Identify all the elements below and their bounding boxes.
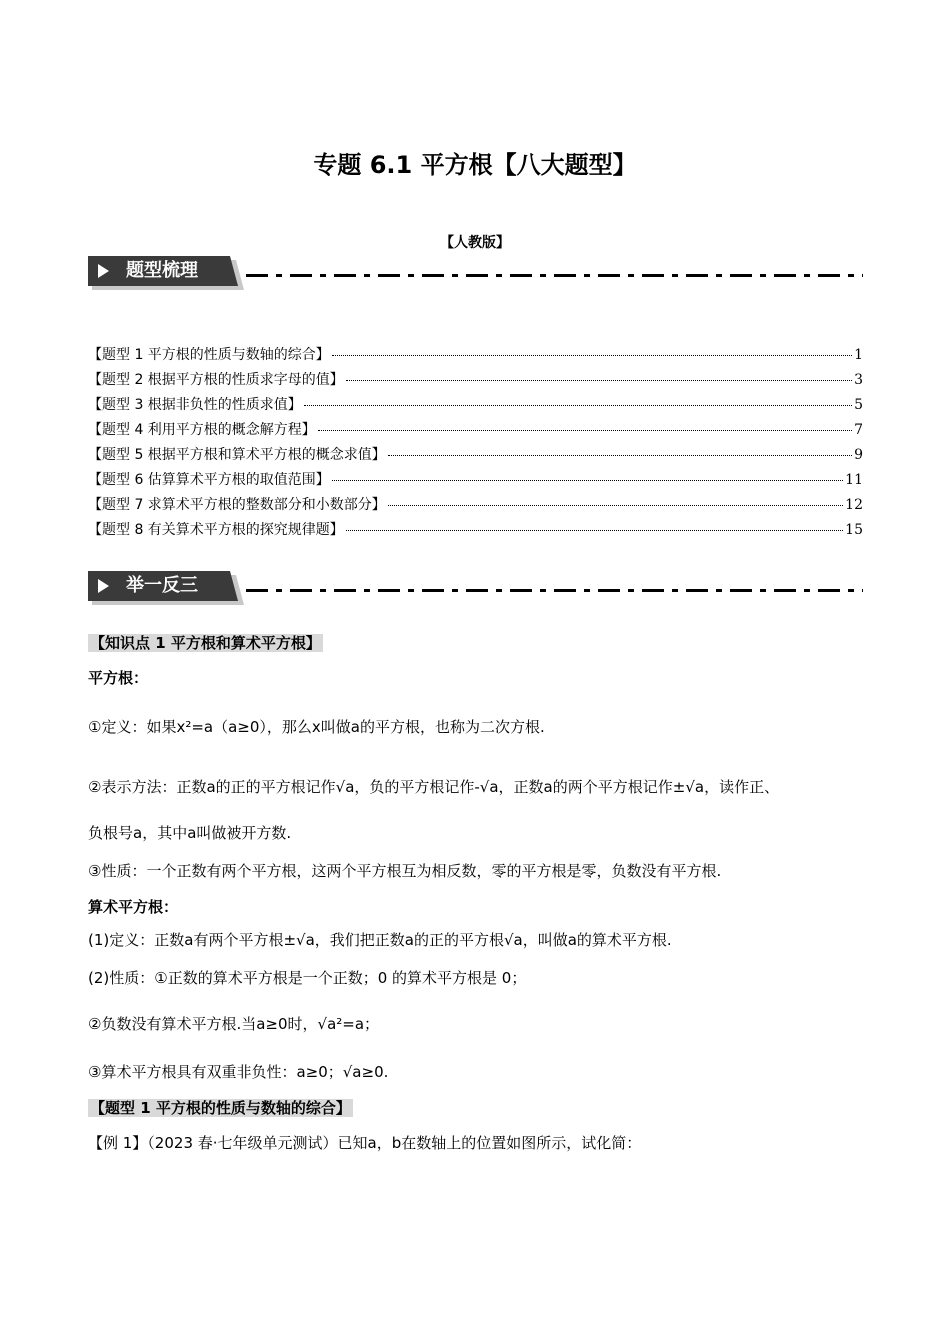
toc-row[interactable]: 【题型 3 根据非负性的性质求值】 5: [88, 397, 863, 413]
edition-label: 【人教版】: [440, 235, 510, 251]
arith-definition: (1)定义：正数a有两个平方根±√a，我们把正数a的正的平方根√a，叫做a的算术平方根.: [88, 931, 672, 949]
knowledge-heading: 【知识点 1 平方根和算术平方根】: [90, 634, 321, 652]
representation-line: ②表示方法：正数a的正的平方根记作√a，负的平方根记作-√a，正数a的两个平方根记作±√a，读作正、: [88, 778, 780, 796]
arith-property-2: ②负数没有算术平方根.当a≥0时，√a²=a；: [88, 1015, 380, 1033]
toc-row[interactable]: 【题型 5 根据平方根和算术平方根的概念求值】 9: [88, 447, 863, 463]
sq-root-title: 平方根：: [88, 669, 149, 687]
section-banner-practice: [88, 571, 863, 605]
table-of-contents: [88, 344, 863, 544]
toc-row[interactable]: 【题型 1 平方根的性质与数轴的综合】 1: [88, 347, 863, 363]
play-triangle-icon: [98, 579, 109, 593]
definition-line: ①定义：如果x²=a（a≥0），那么x叫做a的平方根，也称为二次方根.: [88, 718, 545, 736]
document-title: 专题 6.1 平方根【八大题型】: [313, 151, 637, 179]
example-line: 【例 1】（2023 春·七年级单元测试）已知a，b在数轴上的位置如图所示，试化简：: [88, 1134, 642, 1152]
example-heading: 【题型 1 平方根的性质与数轴的综合】: [90, 1099, 351, 1117]
arith-property-3: ③算术平方根具有双重非负性：a≥0；√a≥0.: [88, 1063, 389, 1081]
toc-row[interactable]: 【题型 6 估算算术平方根的取值范围】 11: [88, 472, 863, 488]
arith-root-title: 算术平方根：: [88, 898, 179, 916]
play-triangle-icon: [98, 264, 109, 278]
property-line: ③性质：一个正数有两个平方根，这两个平方根互为相反数，零的平方根是零，负数没有平方根.: [88, 862, 722, 880]
toc-row[interactable]: 【题型 8 有关算术平方根的探究规律题】 15: [88, 522, 863, 538]
toc-row[interactable]: 【题型 4 利用平方根的概念解方程】 7: [88, 422, 863, 438]
section-title: 举一反三: [126, 575, 198, 596]
representation-line-cont: 负根号a，其中a叫做被开方数.: [88, 824, 292, 842]
dash-dot-divider: [246, 274, 863, 277]
dash-dot-divider: [246, 589, 863, 592]
toc-row[interactable]: 【题型 7 求算术平方根的整数部分和小数部分】 12: [88, 497, 863, 513]
arith-property-1: (2)性质：①正数的算术平方根是一个正数；0 的算术平方根是 0；: [88, 969, 527, 987]
toc-row[interactable]: 【题型 2 根据平方根的性质求字母的值】 3: [88, 372, 863, 388]
section-title: 题型梳理: [126, 260, 198, 281]
section-banner-types: [88, 256, 863, 290]
